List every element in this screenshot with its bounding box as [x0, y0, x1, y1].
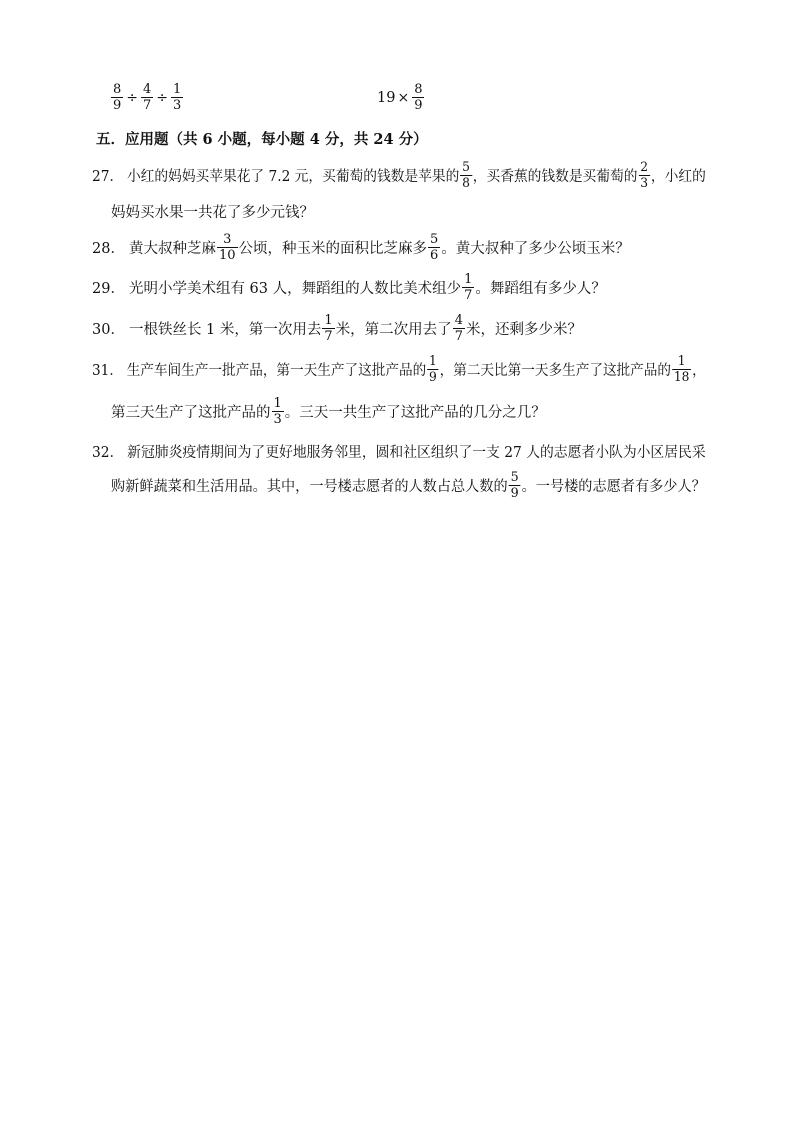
fraction: $\frac{1}{7}$: [464, 272, 473, 303]
expression-2: 19 × $\frac{8}{9}$: [377, 82, 423, 113]
question-29: 29． 光明小学美术组有 63 人，舞蹈组的人数比美术组少 $\frac{1}{7}$ 。舞蹈组有多少人？: [92, 272, 606, 303]
fraction: $\frac{1}{18}$: [673, 354, 690, 385]
section-heading: 五．应用题（共 6 小题，每小题 4 分，共 24 分）: [96, 131, 428, 148]
question-27-line-1: 27． 小红的妈妈买苹果花了 7.2 元，买葡萄的钱数是苹果的 $\frac{5}{8}$ ，买香蕉的钱数是买葡萄的 $\frac{2}{3}$ ，小红的: [92, 160, 706, 191]
fraction: $\frac{5}{8}$: [462, 160, 470, 191]
fraction: $\frac{5}{9}$: [510, 470, 519, 501]
question-32-line-1: 32． 新冠肺炎疫情期间为了更好地服务邻里，圆和社区组织了一支 27 人的志愿者小队为小区居民采: [92, 445, 706, 461]
question-28: 28． 黄大叔种芝麻 $\frac{3}{10}$ 公顷，种玉米的面积比芝麻多 $\frac{5}{6}$ 。黄大叔种了多少公顷玉米？: [92, 232, 630, 263]
fraction: $\frac{2}{3}$: [640, 160, 649, 191]
question-31-line-1: 31． 生产车间生产一批产品，第一天生产了这批产品的 $\frac{1}{9}$ ，第二天比第一天多生产了这批产品的 $\frac{1}{18}$ ，: [92, 354, 706, 385]
fraction: $\frac{8}{9}$: [414, 82, 423, 113]
multiply-sign: ×: [397, 89, 410, 106]
fraction: $\frac{3}{10}$: [218, 232, 236, 263]
question-27-line-2: 妈妈买水果一共花了多少元钱？: [111, 205, 314, 221]
expression-1: [110, 82, 184, 113]
question-31-line-2: 第三天生产了这批产品的 $\frac{1}{3}$ 。三天一共生产了这批产品的几分之几？: [111, 396, 546, 427]
divide-sign: ÷: [126, 89, 139, 106]
question-30: 30． 一根铁丝长 1 米，第一次用去 $\frac{1}{7}$ 米，第二次用去了 $\frac{4}{7}$ 米，还剩多少米？: [92, 313, 582, 344]
fraction: $\frac{1}{3}$: [173, 82, 182, 113]
fraction: $\frac{5}{6}$: [430, 232, 439, 263]
fraction: $\frac{1}{3}$: [273, 396, 282, 427]
fraction: $\frac{1}{9}$: [428, 354, 437, 385]
fraction: $\frac{8}{9}$: [113, 82, 122, 113]
divide-sign: ÷: [156, 89, 169, 106]
question-32-line-2: 购新鲜蔬菜和生活用品。其中，一号楼志愿者的人数占总人数的 $\frac{5}{9}$ 。一号楼的志愿者有多少人？: [111, 470, 706, 501]
fraction: $\frac{4}{7}$: [143, 82, 152, 113]
fraction: $\frac{1}{7}$: [324, 313, 333, 344]
fraction: $\frac{4}{7}$: [454, 313, 463, 344]
